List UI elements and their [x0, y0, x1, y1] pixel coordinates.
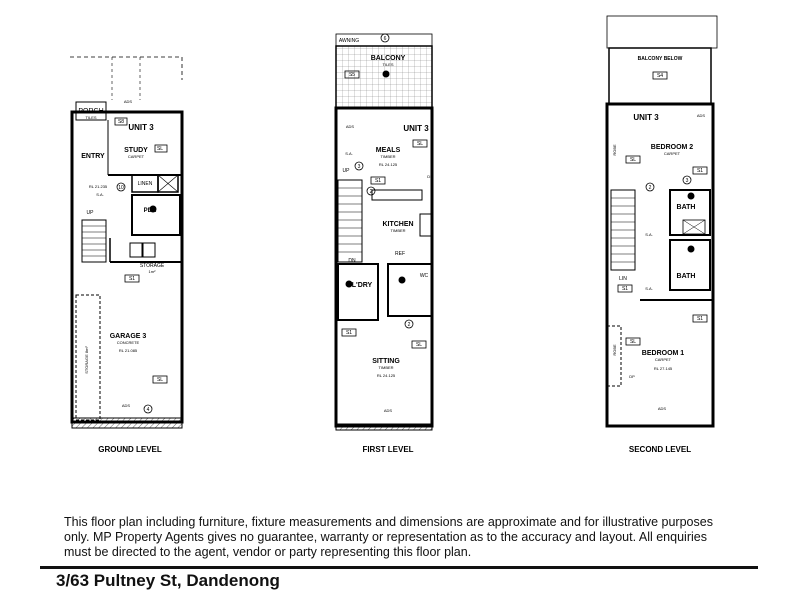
- divider-rule: [40, 566, 758, 569]
- svg-text:CARPET: CARPET: [654, 357, 672, 362]
- svg-text:UP: UP: [86, 210, 94, 216]
- svg-text:S.A.: S.A.: [645, 232, 653, 237]
- svg-text:TIMBER: TIMBER: [378, 365, 394, 370]
- svg-text:1m²: 1m²: [148, 269, 156, 274]
- svg-text:6: 6: [383, 36, 387, 42]
- svg-text:ADS: ADS: [383, 408, 393, 413]
- storage-label: STORAGE: [139, 263, 165, 269]
- svg-text:TILES: TILES: [382, 62, 394, 67]
- svg-text:2: 2: [648, 185, 652, 191]
- svg-text:SL: SL: [629, 157, 637, 163]
- svg-text:ADS: ADS: [121, 403, 131, 408]
- unit-label: UNIT 3: [128, 123, 154, 132]
- svg-text:S1: S1: [128, 276, 136, 282]
- linen-label: LINEN: [137, 181, 153, 187]
- svg-text:DP: DP: [427, 174, 433, 179]
- svg-text:WC: WC: [419, 273, 429, 279]
- second-level-title: SECOND LEVEL: [628, 445, 692, 454]
- first-level-plan: [336, 34, 432, 430]
- study-label: STUDY: [124, 147, 148, 154]
- svg-text:10: 10: [118, 185, 124, 191]
- garage-rl: RL 21.085: [118, 348, 138, 353]
- first-level-title: FIRST LEVEL: [362, 445, 414, 454]
- svg-text:ROBE: ROBE: [612, 344, 617, 356]
- pdr-label: PDR: [143, 208, 157, 214]
- svg-text:REF: REF: [395, 251, 405, 257]
- meals-rl: RL 24.125: [378, 162, 398, 167]
- entry-label: ENTRY: [81, 153, 105, 160]
- svg-text:2: 2: [369, 189, 373, 195]
- awning-label: AWNING: [338, 38, 360, 44]
- balcony-label: BALCONY: [370, 55, 406, 62]
- svg-text:SL: SL: [629, 339, 637, 345]
- svg-text:TIMBER: TIMBER: [390, 228, 406, 233]
- svg-text:ADS: ADS: [657, 406, 667, 411]
- disclaimer-text: This floor plan including furniture, fixture measurements and dimensions are approximate and for illustrative purposes only. MP Property Agents gives no guarantee, warranty or representation as to the accuracy and layout. All enquiries must be directed to the agent, vendor or party representing this floor plan.: [64, 515, 713, 559]
- svg-text:S1: S1: [374, 178, 382, 184]
- svg-text:S5: S5: [348, 72, 356, 78]
- svg-text:ADS: ADS: [123, 99, 133, 104]
- svg-text:LIN: LIN: [619, 276, 627, 282]
- svg-text:ADS: ADS: [345, 124, 355, 129]
- laundry-label: L'DRY: [351, 282, 373, 289]
- svg-text:S1: S1: [696, 168, 704, 174]
- svg-text:SL: SL: [416, 141, 424, 147]
- bedroom1-label: BEDROOM 1: [641, 350, 685, 357]
- svg-text:DP: DP: [629, 374, 635, 379]
- svg-text:3: 3: [685, 178, 689, 184]
- unit-label: UNIT 3: [633, 113, 659, 122]
- svg-text:CONCRETE: CONCRETE: [116, 340, 140, 345]
- svg-text:UP: UP: [342, 168, 350, 174]
- bath2-label: BATH: [676, 273, 696, 280]
- svg-text:CARPET: CARPET: [127, 154, 145, 159]
- sitting-label: SITTING: [372, 358, 400, 365]
- svg-text:S1: S1: [696, 316, 704, 322]
- svg-text:S1: S1: [621, 286, 629, 292]
- storage-side-label: STORAGE 8m³: [84, 346, 89, 374]
- svg-text:ROBE: ROBE: [612, 144, 617, 156]
- bedroom2-label: BEDROOM 2: [650, 144, 694, 151]
- porch-label: PORCH: [78, 108, 104, 115]
- svg-text:TILES: TILES: [85, 115, 97, 120]
- svg-text:S.A.: S.A.: [345, 151, 353, 156]
- svg-text:S.A.: S.A.: [96, 192, 104, 197]
- svg-text:3: 3: [357, 164, 361, 170]
- rl-label: RL 21.235: [88, 184, 108, 189]
- ground-level-labels: [78, 99, 164, 454]
- second-level-labels: [612, 56, 705, 454]
- svg-text:TIMBER: TIMBER: [380, 154, 396, 159]
- ground-level-title: GROUND LEVEL: [98, 445, 162, 454]
- svg-text:4: 4: [146, 407, 150, 413]
- garage-label: GARAGE 3: [109, 333, 147, 340]
- bath1-label: BATH: [676, 204, 696, 211]
- svg-text:2: 2: [407, 322, 411, 328]
- svg-text:S8: S8: [117, 119, 125, 125]
- svg-text:CARPET: CARPET: [663, 151, 681, 156]
- svg-text:SL: SL: [415, 342, 423, 348]
- property-address: 3/63 Pultney St, Dandenong: [56, 571, 280, 590]
- svg-text:S.A.: S.A.: [645, 286, 653, 291]
- unit-label: UNIT 3: [403, 124, 429, 133]
- sitting-rl: RL 24.125: [376, 373, 396, 378]
- balcony-below-label: BALCONY BELOW: [637, 56, 683, 62]
- svg-text:SL: SL: [156, 377, 164, 383]
- svg-text:S4: S4: [656, 73, 664, 79]
- svg-text:ADS: ADS: [696, 113, 706, 118]
- kitchen-label: KITCHEN: [382, 221, 414, 228]
- meals-label: MEALS: [375, 147, 401, 154]
- svg-text:DN: DN: [348, 258, 356, 264]
- bedroom1-rl: RL 27.145: [653, 366, 673, 371]
- svg-text:SL: SL: [156, 146, 164, 152]
- svg-text:S1: S1: [345, 330, 353, 336]
